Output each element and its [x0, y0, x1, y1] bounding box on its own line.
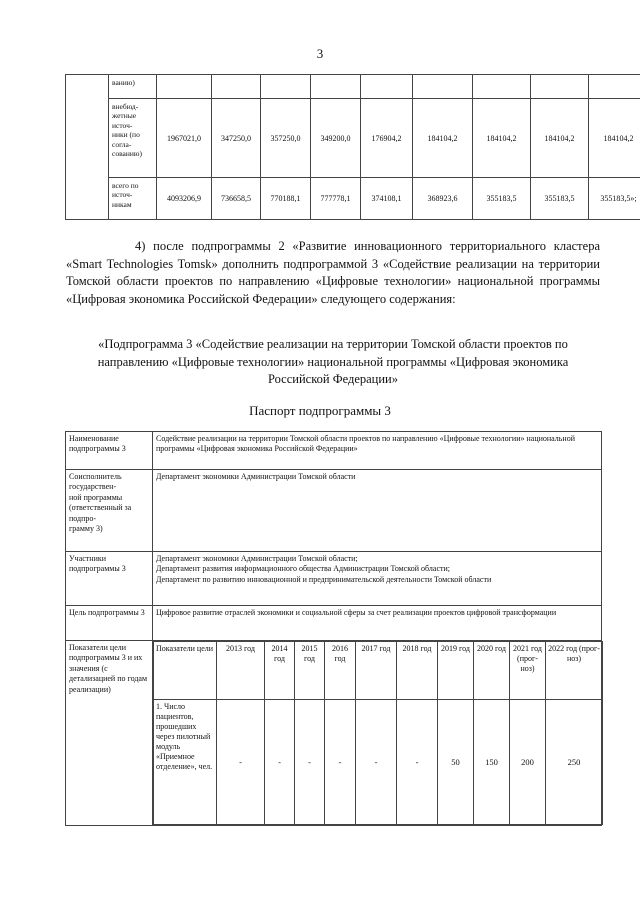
row-label: ванию)	[109, 75, 157, 99]
indicators-table	[153, 641, 603, 825]
participants-label: Участники подпрограммы 3	[66, 552, 153, 606]
name-label: Наименование подпрограммы 3	[66, 432, 153, 470]
value-cell: 355183,5	[531, 178, 589, 220]
indicator-value: -	[295, 700, 325, 825]
value-cell	[261, 75, 311, 99]
indicator-value: 200	[510, 700, 546, 825]
indicator-value: -	[325, 700, 356, 825]
value-cell: 176904,2	[361, 99, 413, 178]
table-row	[66, 641, 602, 826]
table-row	[66, 178, 640, 220]
value-cell: 357250,0	[261, 99, 311, 178]
passport-table	[65, 431, 602, 826]
passport-title: Паспорт подпрограммы 3	[249, 403, 391, 418]
subprogram-title: «Подпрограмма 3 «Содействие реализации на территории Томской области проектов по направлению «Цифровые технологии» национальной программы «Цифровая экономика Российской Федерации»	[97, 337, 569, 386]
value-cell	[212, 75, 261, 99]
header-year: 2017 год	[356, 642, 397, 700]
page-number: 3	[316, 46, 324, 61]
indicator-label: 1. Число пациентов, прошедших через пилотный модуль «Приемное отделение», чел.	[154, 700, 217, 825]
value-cell	[413, 75, 473, 99]
value-cell: 1967021,0	[157, 99, 212, 178]
indicator-value: -	[356, 700, 397, 825]
indicator-value: -	[397, 700, 438, 825]
value-cell: 777778,1	[311, 178, 361, 220]
table-row	[66, 470, 602, 552]
value-cell: 374108,1	[361, 178, 413, 220]
header-year: 2019 год	[438, 642, 474, 700]
header-year: 2021 год (прог- ноз)	[510, 642, 546, 700]
goal-label: Цель подпрограммы 3	[66, 606, 153, 641]
indicators-label: Показатели цели подпрограммы 3 и их значения (с детализацией по годам реализации)	[66, 641, 153, 826]
header-year: 2022 год (прог- ноз)	[546, 642, 603, 700]
table-row	[66, 99, 640, 178]
value-cell: 349200,0	[311, 99, 361, 178]
table-row	[66, 75, 640, 99]
coexecutor-label: Соисполнитель государствен- ной программы (ответственный за подпро- грамму 3)	[66, 470, 153, 552]
value-cell: 4093206,9	[157, 178, 212, 220]
indicator-row	[154, 700, 603, 825]
header-year: 2016 год	[325, 642, 356, 700]
participants-value: Департамент экономики Администрации Томской области; Департамент развития информационного общества Администрации Томской области; Департамент по развитию инновационной и предпринимательской деятельности Томской области	[153, 552, 602, 606]
empty-cell	[66, 75, 109, 220]
indicator-value: 150	[474, 700, 510, 825]
value-cell: 184104,2	[473, 99, 531, 178]
amendment-paragraph: 4) после подпрограммы 2 «Развитие инновационного территориального кластера «Smart Technologies Tomsk» дополнить подпрограммой 3 «Содействие реализации на территории Томской области проектов по направлению «Цифровые технологии» национальной программы «Цифровая экономика Российской Федерации» следующего содержания:	[66, 239, 600, 306]
table-row	[66, 606, 602, 641]
value-cell: 347250,0	[212, 99, 261, 178]
goal-value: Цифровое развитие отраслей экономики и социальной сферы за счет реализации проектов цифровой трансформации	[153, 606, 602, 641]
value-cell	[157, 75, 212, 99]
indicator-value: 50	[438, 700, 474, 825]
value-cell: 184104,2	[531, 99, 589, 178]
value-cell	[531, 75, 589, 99]
header-year: 2020 год	[474, 642, 510, 700]
indicator-value: 250	[546, 700, 603, 825]
indicators-header-row	[154, 642, 603, 700]
row-label: внебюд- жетные источ- ники (по согла- сованию)	[109, 99, 157, 178]
value-cell: 770188,1	[261, 178, 311, 220]
header-year: 2015 год	[295, 642, 325, 700]
indicator-value: -	[265, 700, 295, 825]
funding-continuation-table	[65, 74, 640, 220]
indicators-grid-cell	[153, 641, 602, 826]
name-value: Содействие реализации на территории Томской области проектов по направлению «Цифровые технологии» национальной программы «Цифровая экономика Российской Федерации»	[153, 432, 602, 470]
value-cell	[473, 75, 531, 99]
indicator-value: -	[217, 700, 265, 825]
row-label: всего по источ- никам	[109, 178, 157, 220]
value-cell: 736658,5	[212, 178, 261, 220]
value-cell	[361, 75, 413, 99]
header-year: 2013 год	[217, 642, 265, 700]
value-cell: 355183,5»;	[589, 178, 640, 220]
header-indicator: Показатели цели	[154, 642, 217, 700]
value-cell	[311, 75, 361, 99]
coexecutor-value: Департамент экономики Администрации Томской области	[153, 470, 602, 552]
value-cell: 368923,6	[413, 178, 473, 220]
table-row	[66, 432, 602, 470]
value-cell: 355183,5	[473, 178, 531, 220]
header-year: 2014 год	[265, 642, 295, 700]
value-cell: 184104,2	[413, 99, 473, 178]
value-cell: 184104,2	[589, 99, 640, 178]
header-year: 2018 год	[397, 642, 438, 700]
table-row	[66, 552, 602, 606]
value-cell	[589, 75, 640, 99]
